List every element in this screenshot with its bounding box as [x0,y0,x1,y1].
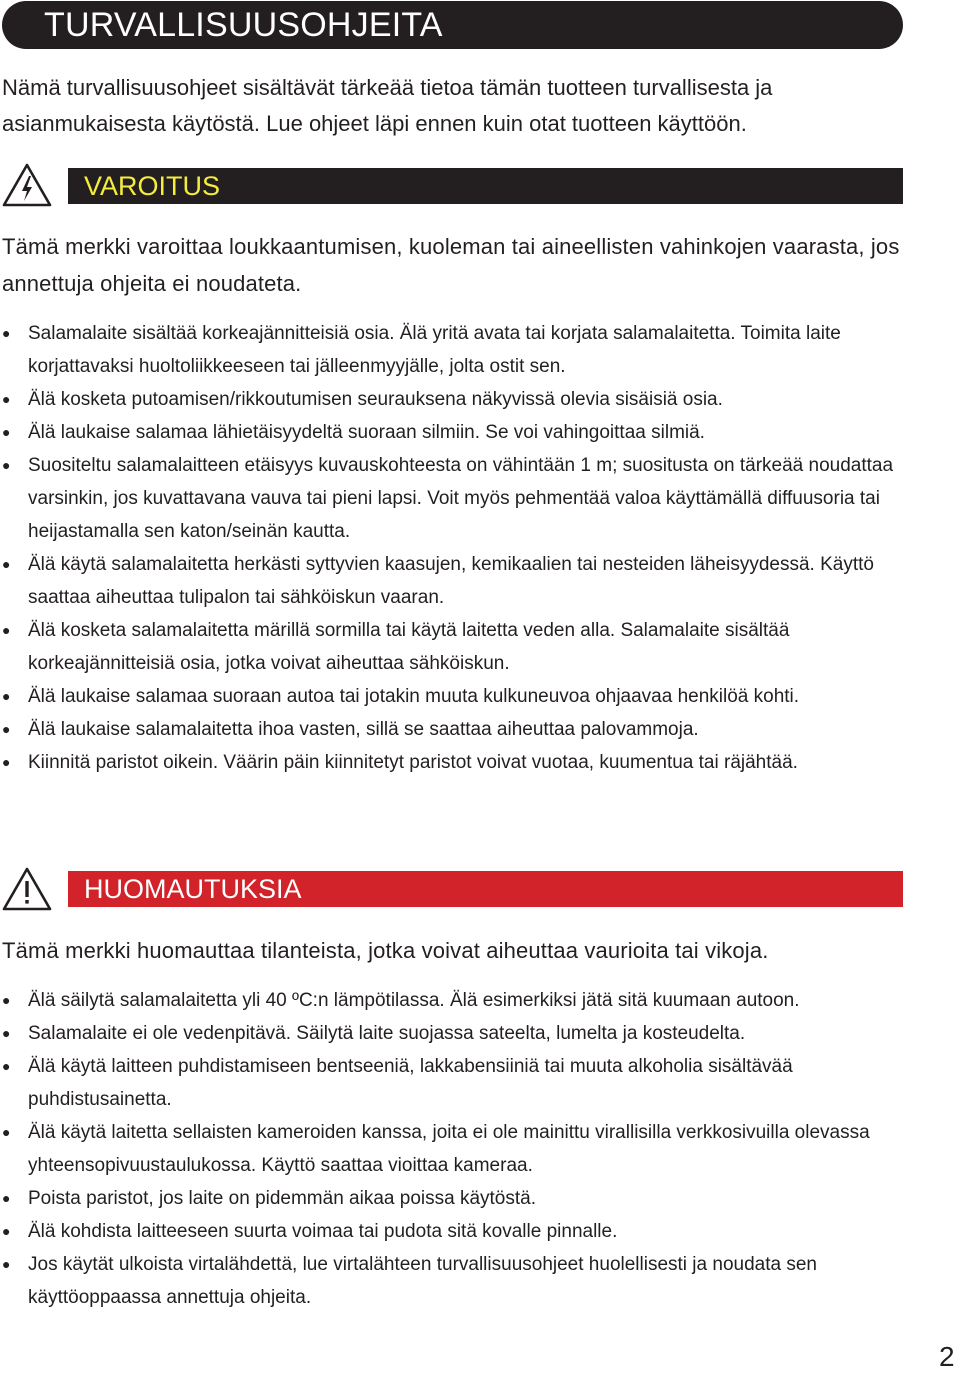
list-item: ● Suositeltu salamalaitteen etäisyys kuvauskohteesta on vähintään 1 m; suositusta on tärkeää noudattaa varsinkin, jos kuvattavana vauva tai pieni lapsi. Voit myös pehmentää valoa käyttämällä diffuusoria tai heijastamalla sen katon/seinän kautta. [2,455,894,542]
list-item: ● Älä käytä salamalaitetta herkästi syttyvien kaasujen, kemikaalien tai nesteiden läheisyydessä. Käyttö saattaa aiheuttaa tulipalon tai sähköiskun vaaran. [2,554,874,608]
list-item: ● Älä kosketa salamalaitetta märillä sormilla tai käytä laitetta veden alla. Salamalaite sisältää korkeajännitteisiä osia, jotka voivat aiheuttaa sähköiskun. [2,620,790,674]
list-item: ● Älä käytä laitetta sellaisten kameroiden kanssa, joita ei ole mainittu virallisilla verkkosivuilla olevassa yhteensopivuustaulukossa. Käyttö saattaa vioittaa kameraa. [2,1122,870,1176]
exclamation-warning-icon [1,866,53,912]
list-item: ● Kiinnitä paristot oikein. Väärin päin kiinnitetyt paristot voivat vuotaa, kuumentua tai räjähtää. [2,752,798,773]
warning-heading-bar [68,168,903,204]
warning-list [2,317,907,779]
notice-heading-bar [68,871,903,907]
list-item: ● Älä kohdista laitteeseen suurta voimaa tai pudota sitä kovalle pinnalle. [2,1221,618,1242]
warning-heading: VAROITUS [84,171,221,201]
intro-text: Nämä turvallisuusohjeet sisältävät tärkeää tietoa tämän tuotteen turvallisesta ja asianmukaisesta käytöstä. Lue ohjeet läpi ennen kuin otat tuotteen käyttöön. [2,75,773,136]
warning-description: Tämä merkki varoittaa loukkaantumisen, kuoleman tai aineellisten vahinkojen vaarasta, jos annettuja ohjeita ei noudateta. [2,234,900,296]
notice-description: Tämä merkki huomauttaa tilanteista, jotka voivat aiheuttaa vaurioita tai vikoja. [2,938,769,963]
notice-list [2,984,907,1314]
notice-heading: HUOMAUTUKSIA [84,874,302,904]
page-title: TURVALLISUUSOHJEITA [2,1,903,49]
list-item: ● Jos käytät ulkoista virtalähdettä, lue virtalähteen turvallisuusohjeet huolellisesti ja noudata sen käyttöoppaassa annettuja ohjeita. [2,1254,817,1308]
page-number: 2 [939,1341,955,1372]
list-item: ● Älä käytä laitteen puhdistamiseen bentseeniä, lakkabensiiniä tai muuta alkoholia sisältävää puhdistusainetta. [2,1056,793,1110]
list-item: ● Salamalaite ei ole vedenpitävä. Säilytä laite suojassa sateelta, lumelta ja kosteudelta. [2,1023,746,1044]
list-item: ● Älä kosketa putoamisen/rikkoutumisen seurauksena näkyvissä olevia sisäisiä osia. [2,389,723,410]
list-item: ● Poista paristot, jos laite on pidemmän aikaa poissa käytöstä. [2,1188,536,1209]
high-voltage-warning-icon [1,162,53,208]
list-item: ● Älä säilytä salamalaitetta yli 40 ºC:n lämpötilassa. Älä esimerkiksi jätä sitä kuumaan autoon. [2,990,800,1011]
list-item: ● Älä laukaise salamaa lähietäisyydeltä suoraan silmiin. Se voi vahingoittaa silmiä. [2,422,705,443]
list-item: ● Salamalaite sisältää korkeajännitteisiä osia. Älä yritä avata tai korjata salamalaitetta. Toimita laite korjattavaksi huoltoliikkeeseen tai jälleenmyyjälle, jolta ostit sen. [2,323,841,377]
list-item: ● Älä laukaise salamaa suoraan autoa tai jotakin muuta kulkuneuvoa ohjaavaa henkilöä kohti. [2,686,800,707]
list-item: ● Älä laukaise salamalaitetta ihoa vasten, sillä se saattaa aiheuttaa palovammoja. [2,719,699,740]
